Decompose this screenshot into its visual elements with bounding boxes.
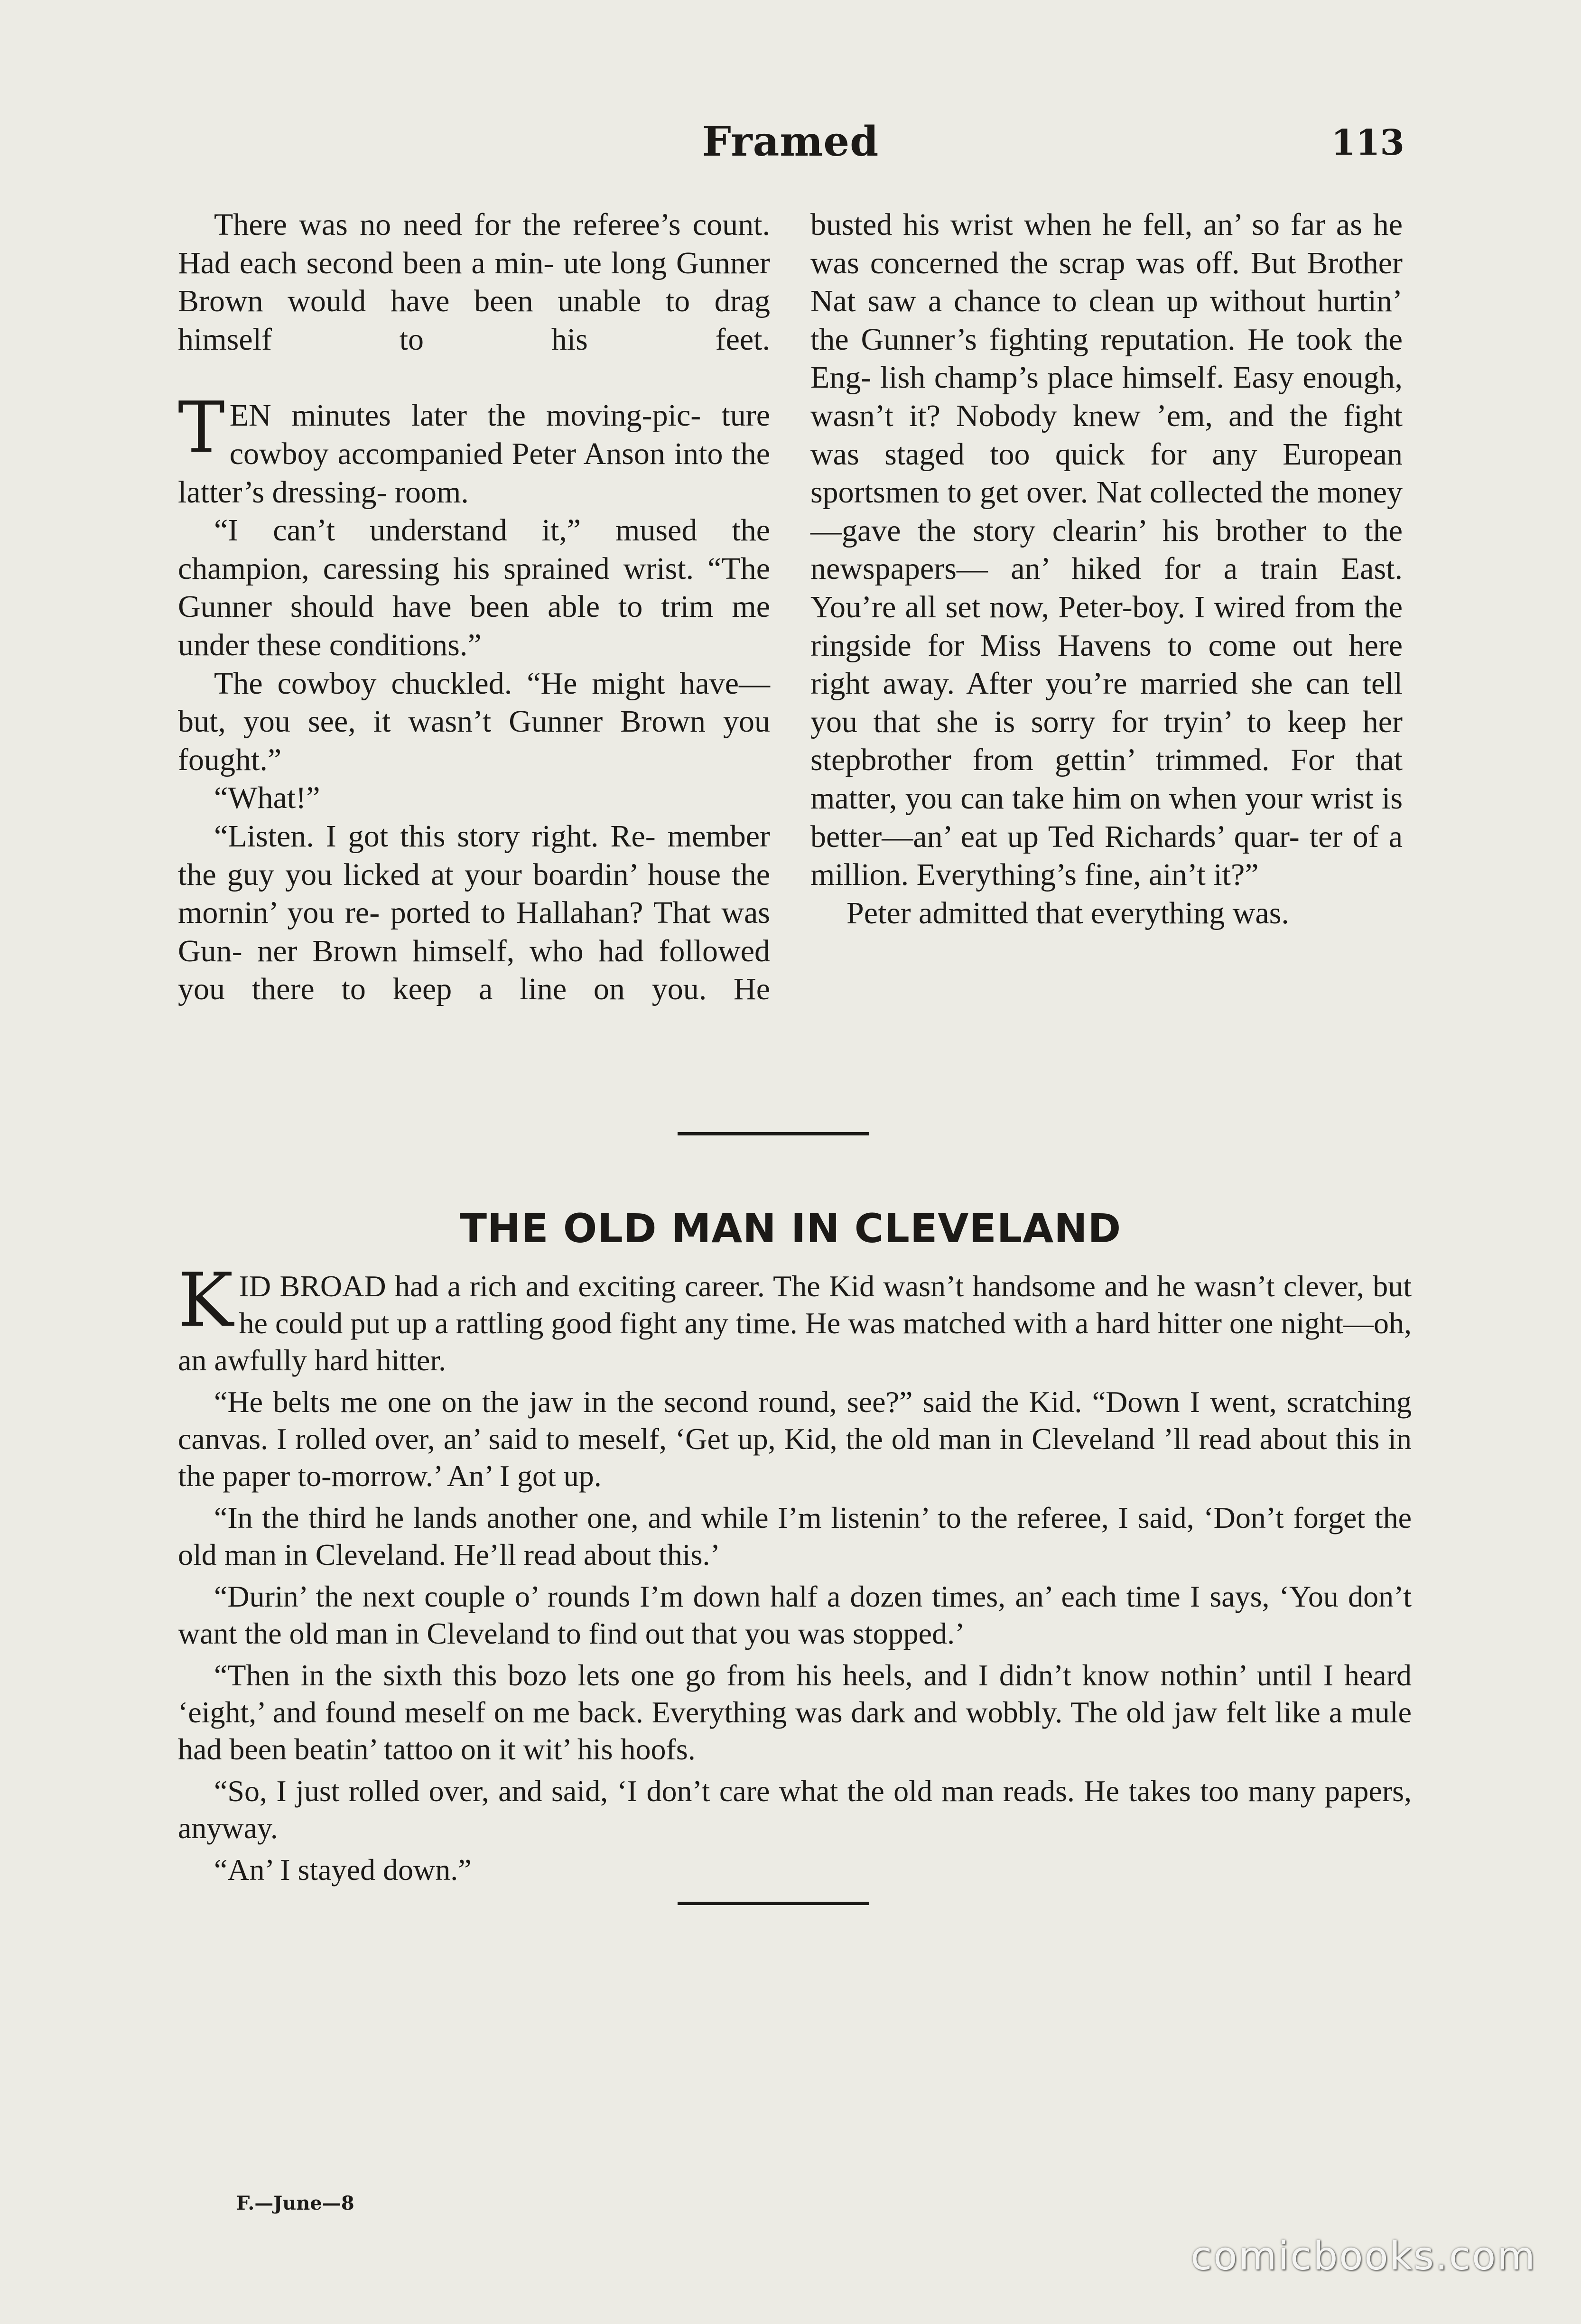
section-divider-rule [678, 1132, 869, 1135]
drop-cap: K [178, 1257, 233, 1343]
framed-paragraph-6-end: busted his wrist when he fell, an’ so far as he was concerned the scrap was off. But Brother Nat saw a chance to clean up without hurtin’ the Gunner’s fighting reputation. He took the Eng- lish champ’s place himself. Easy enough, wasn’t it? Nobody knew ’em, and the fight was staged too quick for any European sportsmen to get over. Nat collected the money—gave the story clearin’ his brother to the newspapers— an’ hiked for a train East. You’re all set now, Peter-boy. I wired from the ringside for Miss Havens to come out here right away. After you’re married she can tell you that she is sorry for tryin’ to keep her stepbrother from gettin’ trimmed. For that matter, you can take him on when your wrist is better—an’ eat up Ted Richards’ quar- ter of a million. Everything’s fine, ain’t it?” [810, 207, 1403, 892]
story-paragraph-4: “Durin’ the next couple o’ rounds I’m down half a dozen times, an’ each time I says, ‘You don’t want the old man in Cleveland to find out that you was stopped.’ [178, 1580, 1412, 1650]
framed-paragraph-1: There was no need for the referee’s count. Had each second been a min- ute long Gunner Brown would have been unable to drag himself to his feet. [178, 207, 771, 357]
site-watermark: comicbooks.com [1190, 2234, 1536, 2279]
framed-paragraph-3: “I can’t understand it,” mused the champion, caressing his sprained wrist. “The Gunner should have been able to trim me under these conditions.” [178, 513, 771, 662]
story-paragraph-2: “He belts me one on the jaw in the second round, see?” said the Kid. “Down I went, scratching canvas. I rolled over, an’ said to meself, ‘Get up, Kid, the old man in Cleveland ’ll read about this in the paper to-morrow.’ An’ I got up. [178, 1385, 1412, 1493]
framed-paragraph-4: The cowboy chuckled. “He might have—but, you see, it wasn’t Gunner Brown you fought.” [178, 666, 771, 777]
story-paragraph-3: “In the third he lands another one, and while I’m listenin’ to the referee, I said, ‘Don’t forget the old man in Cleveland. He’ll read about this.’ [178, 1501, 1412, 1571]
story-paragraph-5: “Then in the sixth this bozo lets one go from his heels, and I didn’t know nothin’ until I heard ‘eight,’ and found meself on me back. Everything was dark and wobbly. The old jaw felt like a mule had been beatin’ tattoo on it wit’ his hoofs. [178, 1658, 1412, 1766]
story-paragraph-7: “An’ I stayed down.” [214, 1853, 472, 1887]
printer-signature-mark: F.—June—8 [236, 2192, 354, 2214]
framed-paragraph-2: T EN minutes later the moving-pic- ture cowboy accompanied Peter Anson into the latter’s dressing- room. [178, 387, 771, 510]
section-break [178, 359, 770, 397]
story-body [178, 1257, 1412, 1893]
page-number: 113 [1331, 122, 1404, 163]
framed-paragraph-5: “What!” [214, 781, 320, 816]
end-divider-rule [678, 1902, 869, 1905]
framed-paragraph-7: Peter admitted that everything was. [846, 895, 1289, 930]
story-title: THE OLD MAN IN CLEVELAND [459, 1205, 1122, 1252]
right-column [810, 206, 1403, 932]
drop-cap: T [178, 387, 225, 469]
story-paragraph-6: “So, I just rolled over, and said, ‘I don’t care what the old man reads. He takes too many papers, anyway. [178, 1774, 1412, 1845]
running-title: Framed [702, 118, 879, 166]
left-column [178, 206, 770, 1009]
framed-paragraph-6-start: “Listen. I got this story right. Re- member the guy you licked at your boardin’ house the mornin’ you re- ported to Hallahan? That was Gun- ner Brown himself, who had followed you there to keep a line on you. He [178, 818, 770, 1007]
story-paragraph-1: KID BROAD had a rich and exciting career. The Kid wasn’t handsome and he wasn’t clever, but he could put up a rattling good fight any time. He was matched with a hard hitter one night—oh, an awfully hard hitter. [178, 1257, 1412, 1377]
